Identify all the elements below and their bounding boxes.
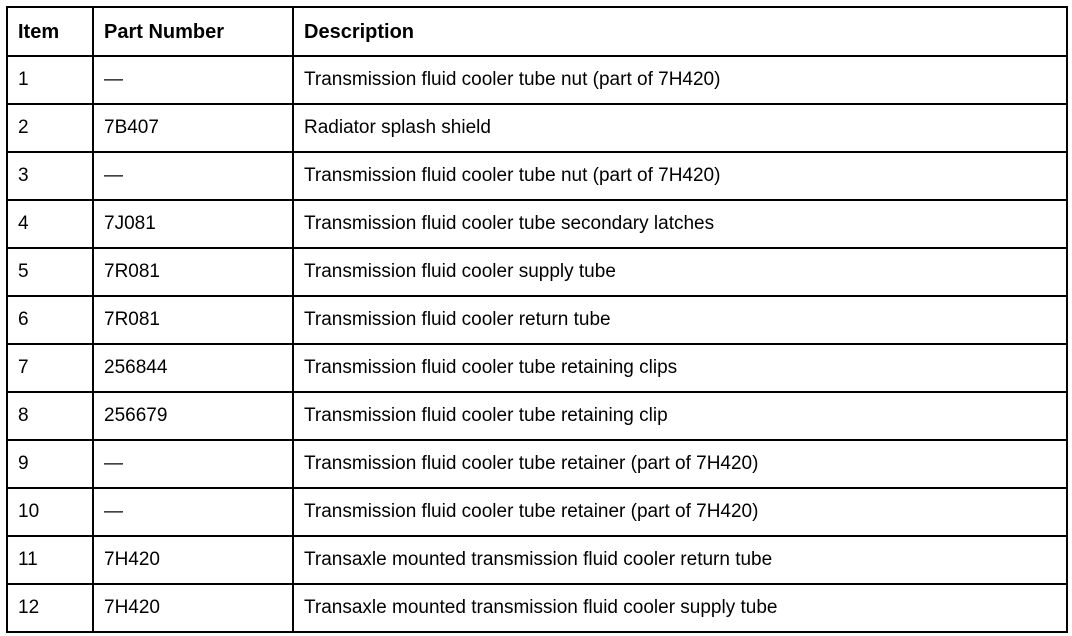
cell-item: 2	[7, 104, 93, 152]
table-row	[7, 200, 1067, 248]
column-header-description: Description	[293, 7, 1067, 56]
table-row	[7, 104, 1067, 152]
cell-item: 3	[7, 152, 93, 200]
cell-item: 11	[7, 536, 93, 584]
table-row	[7, 56, 1067, 104]
parts-table	[6, 6, 1068, 633]
cell-description: Transaxle mounted transmission fluid cooler return tube	[293, 536, 1067, 584]
table-row	[7, 536, 1067, 584]
cell-part-number: —	[93, 56, 293, 104]
cell-part-number: 7R081	[93, 248, 293, 296]
cell-part-number: —	[93, 488, 293, 536]
cell-part-number: 7R081	[93, 296, 293, 344]
table-header-row	[7, 7, 1067, 56]
cell-description: Transmission fluid cooler supply tube	[293, 248, 1067, 296]
table-body	[7, 56, 1067, 632]
cell-part-number: 7J081	[93, 200, 293, 248]
cell-item: 9	[7, 440, 93, 488]
cell-part-number: —	[93, 152, 293, 200]
column-header-part-number: Part Number	[93, 7, 293, 56]
cell-item: 10	[7, 488, 93, 536]
cell-item: 1	[7, 56, 93, 104]
cell-part-number: 256679	[93, 392, 293, 440]
cell-description: Transmission fluid cooler tube secondary latches	[293, 200, 1067, 248]
column-header-item: Item	[7, 7, 93, 56]
table-row	[7, 248, 1067, 296]
cell-item: 7	[7, 344, 93, 392]
cell-item: 8	[7, 392, 93, 440]
cell-part-number: —	[93, 440, 293, 488]
cell-part-number: 7H420	[93, 536, 293, 584]
table-row	[7, 392, 1067, 440]
table-row	[7, 344, 1067, 392]
cell-description: Radiator splash shield	[293, 104, 1067, 152]
table-row	[7, 152, 1067, 200]
cell-description: Transmission fluid cooler return tube	[293, 296, 1067, 344]
table-row	[7, 296, 1067, 344]
table-row	[7, 440, 1067, 488]
cell-description: Transmission fluid cooler tube retainer (part of 7H420)	[293, 440, 1067, 488]
cell-part-number: 256844	[93, 344, 293, 392]
cell-description: Transmission fluid cooler tube retaining clip	[293, 392, 1067, 440]
table-row	[7, 488, 1067, 536]
cell-description: Transmission fluid cooler tube nut (part of 7H420)	[293, 152, 1067, 200]
cell-description: Transmission fluid cooler tube retaining clips	[293, 344, 1067, 392]
table-header	[7, 7, 1067, 56]
cell-item: 6	[7, 296, 93, 344]
table-row	[7, 584, 1067, 632]
cell-description: Transmission fluid cooler tube retainer (part of 7H420)	[293, 488, 1067, 536]
cell-description: Transaxle mounted transmission fluid cooler supply tube	[293, 584, 1067, 632]
cell-item: 4	[7, 200, 93, 248]
cell-item: 12	[7, 584, 93, 632]
cell-item: 5	[7, 248, 93, 296]
cell-part-number: 7B407	[93, 104, 293, 152]
cell-part-number: 7H420	[93, 584, 293, 632]
cell-description: Transmission fluid cooler tube nut (part of 7H420)	[293, 56, 1067, 104]
